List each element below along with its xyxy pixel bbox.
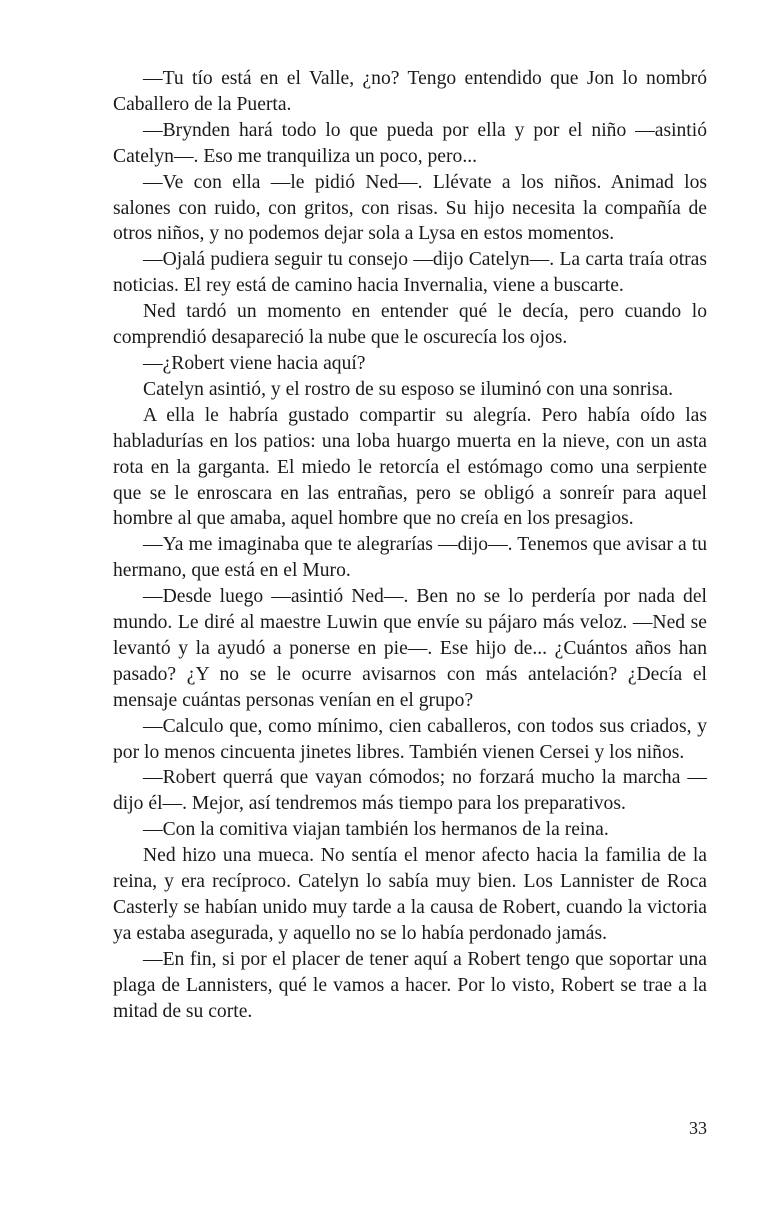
paragraph: —Robert querrá que vayan cómodos; no forzará mucho la marcha —dijo él—. Mejor, así tendremos más tiempo para los preparativos.	[113, 767, 707, 815]
page-number: 33	[689, 1118, 707, 1138]
paragraph: —En fin, si por el placer de tener aquí a Robert tengo que soportar una plaga de Lannisters, qué le vamos a hacer. Por lo visto, Robert se trae a la mitad de su corte.	[113, 948, 707, 1022]
paragraph: Ned hizo una mueca. No sentía el menor afecto hacia la familia de la reina, y era recíproco. Catelyn lo sabía muy bien. Los Lannister de Roca Casterly se habían unido muy tarde a la causa de Robert, cuando la victoria ya estaba asegurada, y aquello no se lo había perdonado jamás.	[113, 845, 707, 944]
paragraph: —Desde luego —asintió Ned—. Ben no se lo perdería por nada del mundo. Le diré al maestre Luwin que envíe su pájaro más veloz. —Ned se levantó y la ayudó a ponerse en pie—. Ese hijo de... ¿Cuántos años han pasado? ¿Y no se le ocurre avisarnos con más antelación? ¿Decía el mensaje cuántas personas venían en el grupo?	[113, 586, 707, 711]
paragraph: —Ya me imaginaba que te alegrarías —dijo—. Tenemos que avisar a tu hermano, que está en el Muro.	[113, 534, 707, 582]
paragraph: Catelyn asintió, y el rostro de su esposo se iluminó con una sonrisa.	[143, 378, 674, 400]
paragraph: Ned tardó un momento en entender qué le decía, pero cuando lo comprendió desapareció la nube que le oscurecía los ojos.	[113, 301, 707, 349]
paragraph: —Calculo que, como mínimo, cien caballeros, con todos sus criados, y por lo menos cincuenta jinetes libres. También vienen Cersei y los niños.	[113, 715, 707, 763]
paragraph: —Ve con ella —le pidió Ned—. Llévate a los niños. Animad los salones con ruido, con gritos, con risas. Su hijo necesita la compañía de otros niños, y no podemos dejar sola a Lysa en estos momentos.	[113, 171, 707, 245]
paragraph: —Ojalá pudiera seguir tu consejo —dijo Catelyn—. La carta traía otras noticias. El rey está de camino hacia Invernalia, viene a buscarte.	[113, 249, 707, 297]
paragraph: —Con la comitiva viajan también los hermanos de la reina.	[143, 819, 609, 841]
paragraph: —Brynden hará todo lo que pueda por ella y por el niño —asintió Catelyn—. Eso me tranquiliza un poco, pero...	[113, 119, 707, 167]
paragraph: A ella le habría gustado compartir su alegría. Pero había oído las habladurías en los patios: una loba huargo muerta en la nieve, con un asta rota en la garganta. El miedo le retorcía el estómago como una serpiente que se le enroscara en las entrañas, pero se obligó a sonreír para aquel hombre al que amaba, aquel hombre que no creía en los presagios.	[113, 404, 707, 530]
paragraph: —Tu tío está en el Valle, ¿no? Tengo entendido que Jon lo nombró Caballero de la Puerta.	[113, 68, 707, 115]
book-page-text	[113, 66, 707, 1025]
paragraph: —¿Robert viene hacia aquí?	[143, 352, 366, 374]
